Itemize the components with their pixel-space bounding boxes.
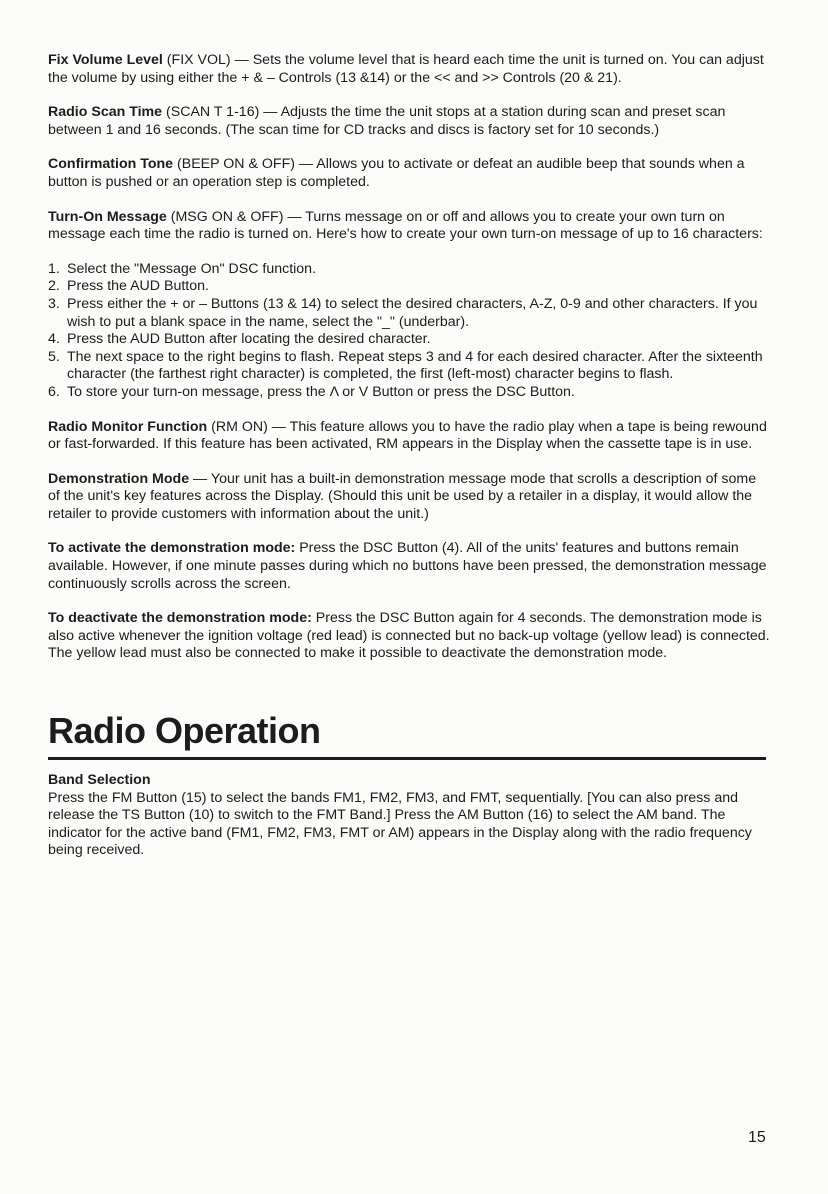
step-number: 2. xyxy=(48,278,60,295)
paragraph-text: — Your unit has a built-in demonstration message mode that scrolls a description of some of the unit's key features across the Display. (Should this unit be used by a retailer in a display, it would allow the retailer to provide customers with information about the unit.) xyxy=(48,470,757,522)
demonstration-mode-paragraph xyxy=(48,471,770,524)
paragraph-text: Press the DSC Button again for 4 seconds. The demonstration mode is also active whenever the ignition voltage (red lead) is connected but no back-up voltage (yellow lead) is connected. The yellow lead must also be connected to make it possible to deactivate the demonstration mode. xyxy=(48,610,770,662)
step-number: 4. xyxy=(48,331,60,348)
list-item xyxy=(48,278,770,296)
step-number: 3. xyxy=(48,295,60,312)
confirmation-tone-paragraph xyxy=(48,156,770,191)
paragraph-term: To deactivate the demonstration mode: xyxy=(48,610,312,627)
activate-demo-paragraph xyxy=(48,540,770,593)
manual-page xyxy=(48,52,770,877)
paragraph-term: Fix Volume Level xyxy=(48,52,163,68)
step-text: Press the AUD Button after locating the desired character. xyxy=(67,331,431,348)
section-divider xyxy=(48,757,766,760)
step-text: The next space to the right begins to flash. Repeat steps 3 and 4 for each desired character. After the sixteenth character (the farthest right character) is completed, the first (left-most) character begins to flash. xyxy=(67,348,763,383)
paragraph-text: (RM ON) — This feature allows you to have the radio play when a tape is being rewound or fast-forwarded. If this feature has been activated, RM appears in the Display when the cassette tape is in use. xyxy=(48,418,767,453)
paragraph-term: Demonstration Mode xyxy=(48,470,190,487)
radio-monitor-paragraph xyxy=(48,419,770,454)
paragraph-text: (SCAN T 1-16) — Adjusts the time the unit stops at a station during scan and preset scan between 1 and 16 seconds. (The scan time for CD tracks and discs is factory set for 10 seconds.) xyxy=(48,104,726,138)
deactivate-demo-paragraph xyxy=(48,610,770,663)
step-text: Press either the + or – Buttons (13 & 14) to select the desired characters, A-Z, 0-9 and other characters. If you wish to put a blank space in the name, select the "_" (underbar). xyxy=(67,295,758,330)
paragraph-term: Radio Monitor Function xyxy=(48,418,208,435)
fix-volume-paragraph xyxy=(48,52,770,87)
list-item xyxy=(48,349,770,384)
turn-on-message-paragraph xyxy=(48,209,770,244)
list-item xyxy=(48,296,770,331)
paragraph-term: Turn-On Message xyxy=(48,208,167,225)
paragraph-text: (FIX VOL) — Sets the volume level that is heard each time the unit is turned on. You can adjust the volume by using either the + & – Controls (13 &14) or the << and >> Controls (20 & 21). xyxy=(48,52,764,86)
step-text: Select the "Message On" DSC function. xyxy=(67,260,317,277)
paragraph-text: (MSG ON & OFF) — Turns message on or off and allows you to create your own turn on message each time the radio is turned on. Here's how to create your own turn-on message of up to 16 characters: xyxy=(48,208,763,243)
paragraph-term: To activate the demonstration mode: xyxy=(48,540,296,557)
list-item xyxy=(48,261,770,279)
step-number: 5. xyxy=(48,348,60,365)
page-number: 15 xyxy=(748,1129,766,1146)
turn-on-message-steps xyxy=(48,261,770,402)
section-title: Radio Operation xyxy=(48,710,321,752)
list-item xyxy=(48,331,770,349)
step-text: To store your turn-on message, press the Λ or V Button or press the DSC Button. xyxy=(67,383,575,400)
step-number: 1. xyxy=(48,260,60,277)
band-selection-paragraph: Press the FM Button (15) to select the bands FM1, FM2, FM3, and FMT, sequentially. [You can also press and release the TS Button (10) to switch to the FMT Band.] Press the AM Button (16) to select the AM band. The indicator for the active band (FM1, FM2, FM3, FMT or AM) appears in the Display along with the radio frequency being received. xyxy=(48,789,752,859)
step-text: Press the AUD Button. xyxy=(67,278,209,295)
subsection-heading: Band Selection xyxy=(48,772,151,789)
paragraph-term: Confirmation Tone xyxy=(48,156,174,173)
paragraph-text: Press the DSC Button (4). All of the units' features and buttons remain available. However, if one minute passes during which no buttons have been pressed, the demonstration message continuously scrolls across the screen. xyxy=(48,540,767,592)
list-item xyxy=(48,384,770,402)
paragraph-text: (BEEP ON & OFF) — Allows you to activate or defeat an audible beep that sounds when a button is pushed or an operation step is completed. xyxy=(48,156,745,190)
paragraph-term: Radio Scan Time xyxy=(48,104,163,121)
step-number: 6. xyxy=(48,383,60,400)
scan-time-paragraph xyxy=(48,104,770,139)
